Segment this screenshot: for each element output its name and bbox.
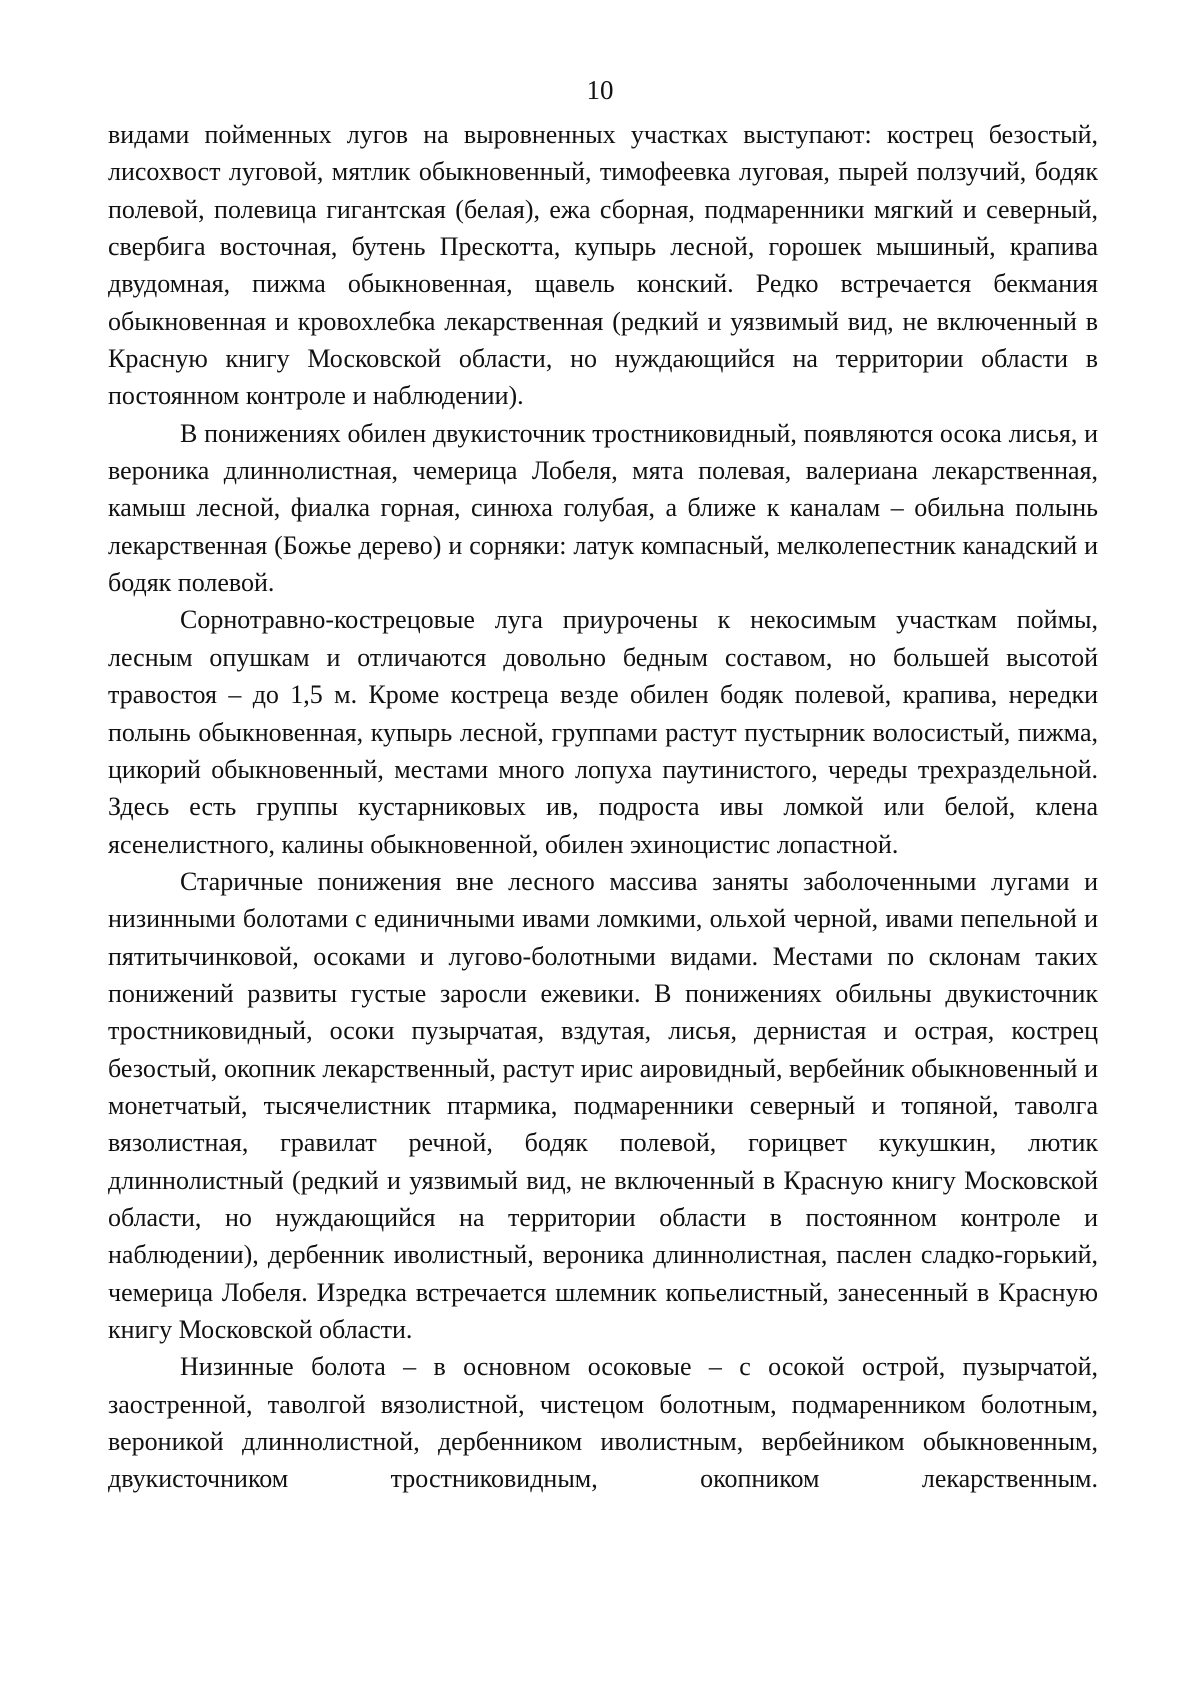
- paragraph-meadow-species: видами пойменных лугов на выровненных участках выступают: кострец безостый, лисохвост луговой, мятлик обыкновенный, тимофеевка луговая, пырей ползучий, бодяк полевой, полевица гигантская (белая), ежа сборная, подмаренники мягкий и северный, свербига восточная, бутень Прескотта, купырь лесной, горошек мышиный, крапива двудомная, пижма обыкновенная, щавель конский. Редко встречается бекмания обыкновенная и кровохлебка лекарственная (редкий и уязвимый вид, не включенный в Красную книгу Московской области, но нуждающийся на территории области в постоянном контроле и наблюдении).: [108, 120, 1098, 411]
- paragraph-oxbow-depressions: Старичные понижения вне лесного массива заняты заболоченными лугами и низинными болотами с единичными ивами ломкими, ольхой черной, ивами пепельной и пятитычинковой, осоками и лугово-болотными видами. Местами по склонам таких понижений развиты густые заросли ежевики. В понижениях обильны двукисточник тростниковидный, осоки пузырчатая, вздутая, лисья, дернистая и острая, кострец безостый, окопник лекарственный, растут ирис аировидный, вербейник обыкновенный и монетчатый, тысячелистник птармика, подмаренники северный и топяной, таволга вязолистная, гравилат речной, бодяк полевой, горицвет кукушкин, лютик длиннолистный (редкий и уязвимый вид, не включенный в Красную книгу Московской области, но нуждающийся на территории области в постоянном контроле и наблюдении), дербенник иволистный, вероника длиннолистная, паслен сладко-горький, чемерица Лобеля. Изредка встречается шлемник копьелистный, занесенный в Красную книгу Московской области.: [108, 866, 1098, 1344]
- paragraph-weed-brome-meadows: Сорнотравно-кострецовые луга приурочены к некосимым участкам поймы, лесным опушкам и отличаются довольно бедным составом, но большей высотой травостоя – до 1,5 м. Кроме костреца везде обилен бодяк полевой, крапива, нередки полынь обыкновенная, купырь лесной, группами растут пустырник волосистый, пижма, цикорий обыкновенный, местами много лопуха паутинистого, череды трехраздельной. Здесь есть группы кустарниковых ив, подроста ивы ломкой или белой, клена ясенелистного, калины обыкновенной, обилен эхиноцистис лопастной.: [108, 605, 1098, 859]
- page-number: 10: [586, 75, 614, 105]
- paragraph-depressions: В понижениях обилен двукисточник тростниковидный, появляются осока лисья, и вероника длиннолистная, чемерица Лобеля, мята полевая, валериана лекарственная, камыш лесной, фиалка горная, синюха голубая, а ближе к каналам – обильна полынь лекарственная (Божье дерево) и сорняки: латук компасный, мелколепестник канадский и бодяк полевой.: [108, 418, 1098, 598]
- body-text: [108, 116, 1098, 1498]
- paragraph-lowland-bogs: Низинные болота – в основном осоковые – с осокой острой, пузырчатой, заостренной, таволгой вязолистной, чистецом болотным, подмаренником болотным, вероникой длиннолистной, дербенником иволистным, вербейником обыкновенным, двукисточником тростниковидным, окопником лекарственным.: [108, 1352, 1098, 1494]
